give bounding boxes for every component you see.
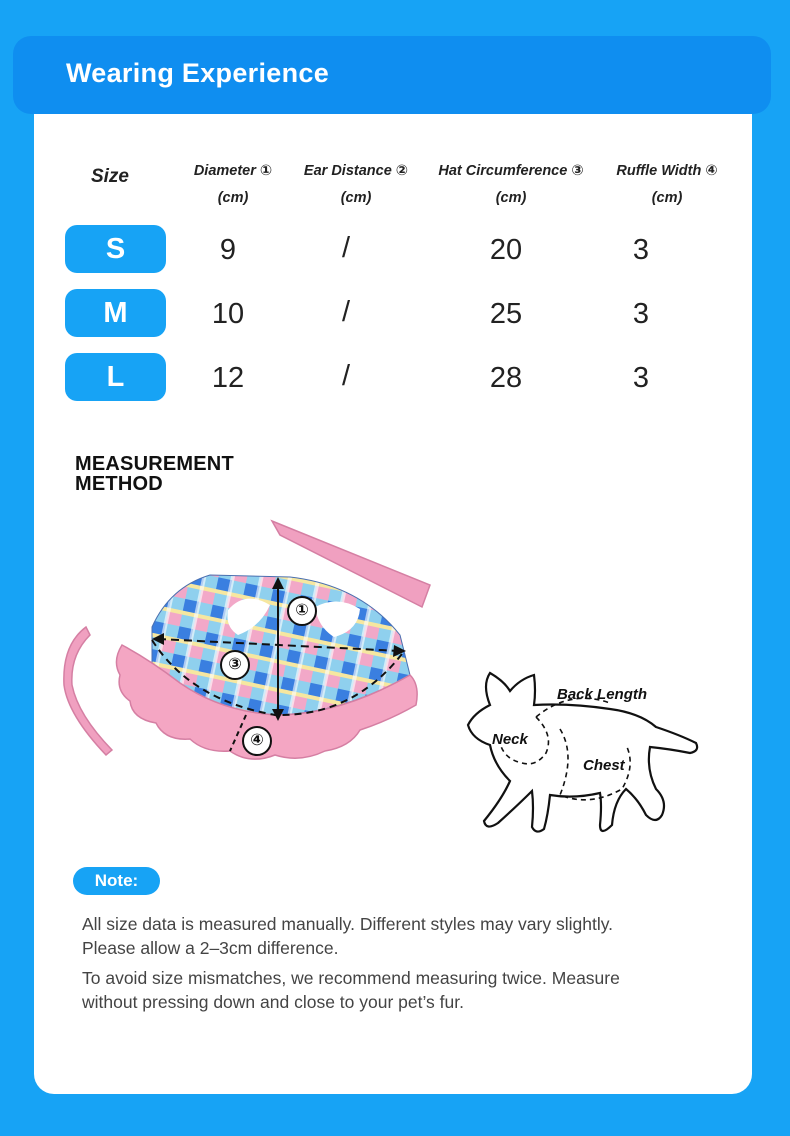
note-line: To avoid size mismatches, we recommend measuring twice. Measure [82, 968, 620, 988]
table-cell: 12 [211, 362, 245, 394]
page-title: Wearing Experience [66, 58, 330, 88]
marker-ruffle [242, 726, 272, 756]
header-bar [13, 36, 771, 114]
cat-label-back-length: Back Length [557, 686, 648, 703]
table-cell: 3 [632, 362, 650, 394]
cat-label-chest: Chest [583, 757, 625, 774]
note-badge: Note: [73, 867, 160, 895]
column-header-hat-circumference [426, 158, 596, 212]
table-cell: / [341, 296, 351, 328]
table-cell: 10 [211, 298, 245, 330]
marker-circumference [220, 650, 250, 680]
marker-label: ④ [250, 732, 264, 749]
column-label: Diameter ① [193, 163, 273, 179]
column-unit: (cm) [651, 190, 683, 206]
column-unit: (cm) [217, 190, 249, 206]
note-line: without pressing down and close to your pet’s fur. [82, 992, 464, 1012]
column-header-ear-distance [294, 158, 418, 212]
column-unit: (cm) [340, 190, 372, 206]
note-paragraph-2 [82, 966, 742, 1014]
size-column-header: Size [90, 166, 130, 187]
table-cell: 9 [219, 234, 237, 266]
measurement-method-title [75, 454, 234, 494]
table-cell: 28 [489, 362, 523, 394]
size-badge-s: S [65, 225, 166, 273]
marker-label: ① [295, 602, 309, 619]
title-line: MEASUREMENT [75, 453, 234, 475]
note-paragraph-1 [82, 912, 742, 960]
column-unit: (cm) [495, 190, 527, 206]
table-cell: 3 [632, 234, 650, 266]
column-label: Ear Distance ② [303, 163, 409, 179]
table-cell: / [341, 360, 351, 392]
table-cell: 25 [489, 298, 523, 330]
marker-diameter [287, 596, 317, 626]
column-label: Ruffle Width ④ [616, 163, 718, 179]
size-badge-l: L [65, 353, 166, 401]
column-header-diameter [180, 158, 286, 212]
table-cell: 20 [489, 234, 523, 266]
marker-label: ③ [228, 656, 242, 673]
column-label: Hat Circumference ③ [438, 163, 584, 179]
cat-label-neck: Neck [492, 731, 528, 748]
note-line: Please allow a 2–3cm difference. [82, 938, 339, 958]
column-header-ruffle-width [604, 158, 730, 212]
size-badge-m: M [65, 289, 166, 337]
table-cell: 3 [632, 298, 650, 330]
title-line: METHOD [75, 473, 163, 495]
table-cell: / [341, 232, 351, 264]
note-line: All size data is measured manually. Different styles may vary slightly. [82, 914, 614, 934]
